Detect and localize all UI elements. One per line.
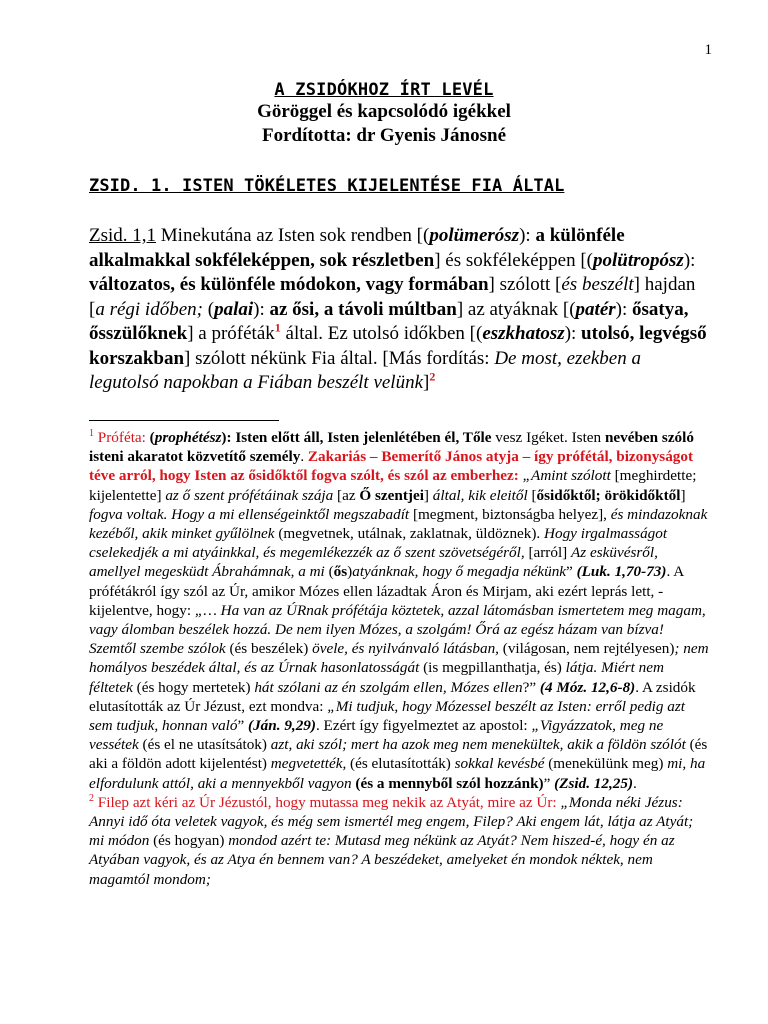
main-verse-paragraph: [89, 224, 709, 396]
greek-term: prophétész: [154, 429, 222, 446]
text-span: ”: [543, 774, 555, 792]
text-span: változatos, és különféle módokon, vagy formában: [89, 274, 489, 295]
text-span: által. Ez utolsó időkben [(: [280, 323, 483, 344]
text-span: ősatya, ősszülőknek: [89, 298, 689, 344]
footnote-separator: [89, 420, 279, 421]
text-span: ]: [423, 372, 430, 393]
text-span: Hogy irgalmasságot cselekedjék a mi atyáinkkal, és megemlékezzék az ő szent szövetségéről,: [89, 525, 668, 562]
text-span: fogva voltak. Hogy a mi ellenségeinktől megszabadít: [89, 505, 410, 523]
scripture-reference: (Zsid. 12,25): [554, 774, 634, 792]
footnote-number: 2: [89, 792, 94, 804]
text-span: az ősi, a távoli múltban: [269, 298, 457, 320]
text-span: (és hogy mertetek): [132, 678, 255, 696]
text-span: Minekutána az Isten sok rendben [(: [156, 225, 430, 246]
text-span: ] szólott [: [488, 274, 562, 295]
text-span: „Monda néki Jézus: Annyi idő óta veletek vagyok, és még sem ismertél meg engem, Filep? Aki engem lát, látja az Atyát; mi módon: [89, 793, 694, 850]
text-span: Filep azt kéri az Úr Jézustól, hogy mutassa meg nekik az Atyát, mire az Úr:: [94, 793, 561, 811]
text-span: De most, ezekben a legutolsó napokban a Fiában beszélt velünk: [89, 347, 641, 393]
text-span: mondod azért te: Mutasd meg nékünk az Atyát? Nem hiszed-é, hogy én az Atyában vagyok, és az Atya én bennem van? A beszédeket, amelyeket én mondok néktek, nem magamtól mondom;: [89, 832, 675, 888]
footnote-ref-2[interactable]: 2: [429, 369, 436, 384]
text-span: ”: [237, 717, 249, 735]
text-span: (és elutasították): [346, 755, 455, 773]
footnote-1: [89, 428, 709, 793]
text-span: ): [347, 563, 353, 581]
text-span: (és aki a földön adott kijelentést): [89, 736, 708, 773]
document-header: [0, 80, 768, 148]
footnote-number: 1: [89, 427, 94, 439]
text-span: . A prófétákról így szól az Úr, amikor Mózes ellen lázadtak Áron és Mirjam, aki ezért leprás lett, - kijelentve, hogy:: [89, 563, 684, 619]
text-span: ; nem homályos beszédek által, és az Úrnak hasonlatosságát: [89, 640, 709, 677]
greek-term: polütropósz: [593, 249, 684, 271]
footnote-2: [89, 793, 709, 889]
text-span: ?”: [522, 678, 540, 696]
text-span: sokkal kevésbé: [454, 755, 545, 773]
text-span: ] a próféták: [187, 323, 275, 344]
translator-line: Fordította: dr Gyenis Jánosné: [261, 125, 506, 146]
text-span: (: [149, 429, 155, 446]
text-span: és beszélt: [561, 274, 634, 295]
text-span: [az: [333, 486, 360, 504]
text-span: (és hogyan): [149, 832, 229, 850]
document-title: A ZSIDÓKHOZ ÍRT LEVÉL: [274, 80, 494, 100]
text-span: ]: [680, 486, 686, 504]
text-span: (megvetnek, utálnak, zaklatnak, üldöznek).: [274, 525, 545, 543]
text-span: .: [300, 448, 308, 466]
text-span: ] az atyáknak [(: [456, 298, 576, 320]
text-span: [arról]: [524, 544, 572, 562]
text-span: mi, ha elfordulunk attól, aki a mennyekből vagyon: [89, 755, 706, 792]
text-span: Zakariás – Bemerítő János atyja – így prófétál, bizonyságot téve arról, hogy Isten az ősidőktől fogva szólt, és szól az emberhez:: [89, 448, 694, 485]
section-heading: ZSID. 1. ISTEN TÖKÉLETES KIJELENTÉSE FIA ÁLTAL: [89, 176, 565, 196]
text-span: ]: [423, 486, 433, 504]
document-subtitle: Göröggel és kapcsolódó igékkel: [257, 101, 511, 122]
text-span: ): Isten előtt áll, Isten jelenlétében él, Tőle: [221, 429, 496, 446]
text-span: (világosan, nem rejtélyesen): [498, 640, 675, 658]
scripture-reference: (4 Móz. 12,6-8): [539, 678, 636, 696]
text-span: által, kik eleitől: [432, 486, 528, 504]
footnote-ref-1[interactable]: 1: [274, 320, 281, 335]
text-span: ] hajdan [: [89, 274, 696, 320]
text-span: Az esküvésről, amellyel megesküdt Ábrahámnak, a mi: [89, 544, 658, 581]
greek-term: patér: [575, 298, 616, 320]
text-span: azt, aki szól; mert ha azok meg nem menekültek, akik a földön szólót: [270, 736, 686, 754]
text-span: ):: [564, 323, 582, 344]
text-span: utolsó, legvégső korszakban: [89, 323, 707, 369]
text-span: (: [324, 563, 334, 581]
text-span: (menekülünk meg): [544, 755, 668, 773]
text-span: (is megpillanthatja, és): [419, 659, 566, 677]
text-span: övele, és nyilvánvaló látásban,: [312, 640, 499, 658]
greek-term: eszkhatosz: [482, 323, 565, 344]
text-span: látja. Miért nem féltetek: [89, 659, 664, 696]
text-span: az ő szent prófétáinak szája: [165, 486, 334, 504]
text-span: nevében szóló isteni akaratot közvetítő személy: [89, 429, 694, 466]
text-span: Próféta:: [94, 429, 150, 446]
scripture-reference: (Luk. 1,70-73): [576, 563, 667, 581]
text-span: ] és sokféleképpen [(: [434, 249, 593, 271]
text-span: a különféle alkalmakkal sokféleképpen, sok részletben: [89, 225, 625, 271]
text-span: „Vigyázzatok, meg ne vessétek: [89, 717, 664, 754]
text-span: és mindazoknak kezéből, akik minket gyűlölnek: [89, 505, 708, 543]
text-span: (és a mennyből szól hozzánk): [351, 774, 544, 792]
text-span: „Amint szólott: [518, 467, 611, 485]
verse-reference: Zsid. 1,1: [89, 225, 157, 246]
text-span: . A zsidók elutasították az Úr Jézust, ezt mondva:: [89, 678, 696, 715]
text-span: (és beszélek): [225, 640, 313, 658]
text-span: ős: [333, 563, 348, 581]
text-span: vesz Igéket. Isten: [495, 429, 605, 446]
text-span: ):: [683, 249, 696, 271]
footnotes: [89, 428, 709, 889]
greek-term: palai: [214, 298, 254, 320]
text-span: . Ezért így figyelmeztet az apostol:: [315, 717, 532, 735]
text-span: megvetették,: [270, 755, 347, 773]
text-span: „Mi tudjuk, hogy Mózessel beszélt az Isten: erről pedig azt sem tudjuk, honnan való: [89, 697, 686, 735]
text-span: ] szólott nékünk Fia által. [Más fordítás:: [184, 347, 495, 369]
scripture-reference: (Ján. 9,29): [248, 717, 316, 735]
text-span: ősidőktől; örökidőktől: [536, 486, 681, 504]
text-span: ”: [566, 563, 577, 581]
text-span: ):: [519, 225, 536, 246]
text-span: hát szólani az én szolgám ellen, Mózes ellen: [254, 678, 523, 696]
text-span: [meghirdette; kijelentette]: [89, 467, 697, 504]
text-span: Ő szentjei: [359, 486, 424, 504]
text-span: atyánknak, hogy ő megadja nékünk: [352, 563, 567, 581]
text-span: [: [527, 486, 537, 504]
page-number: 1: [704, 42, 712, 58]
text-span: (és el ne utasítsátok): [138, 736, 271, 754]
text-span: „… Ha van az ÚRnak prófétája köztetek, azzal látomásban ismertetem meg magam, vagy álomban beszélek hozzá. De nem ilyen Mózes, a szolgám! Őrá az egész házam van bízva! Szemtől szembe szólok: [89, 601, 706, 658]
text-span: (: [202, 298, 215, 320]
text-span: a régi időben;: [95, 298, 203, 320]
text-span: [megment, biztonságba helyez],: [409, 505, 611, 523]
text-span: .: [633, 774, 637, 792]
text-span: ):: [253, 298, 270, 320]
text-span: ):: [615, 298, 633, 320]
greek-term: polümerósz: [429, 225, 520, 246]
